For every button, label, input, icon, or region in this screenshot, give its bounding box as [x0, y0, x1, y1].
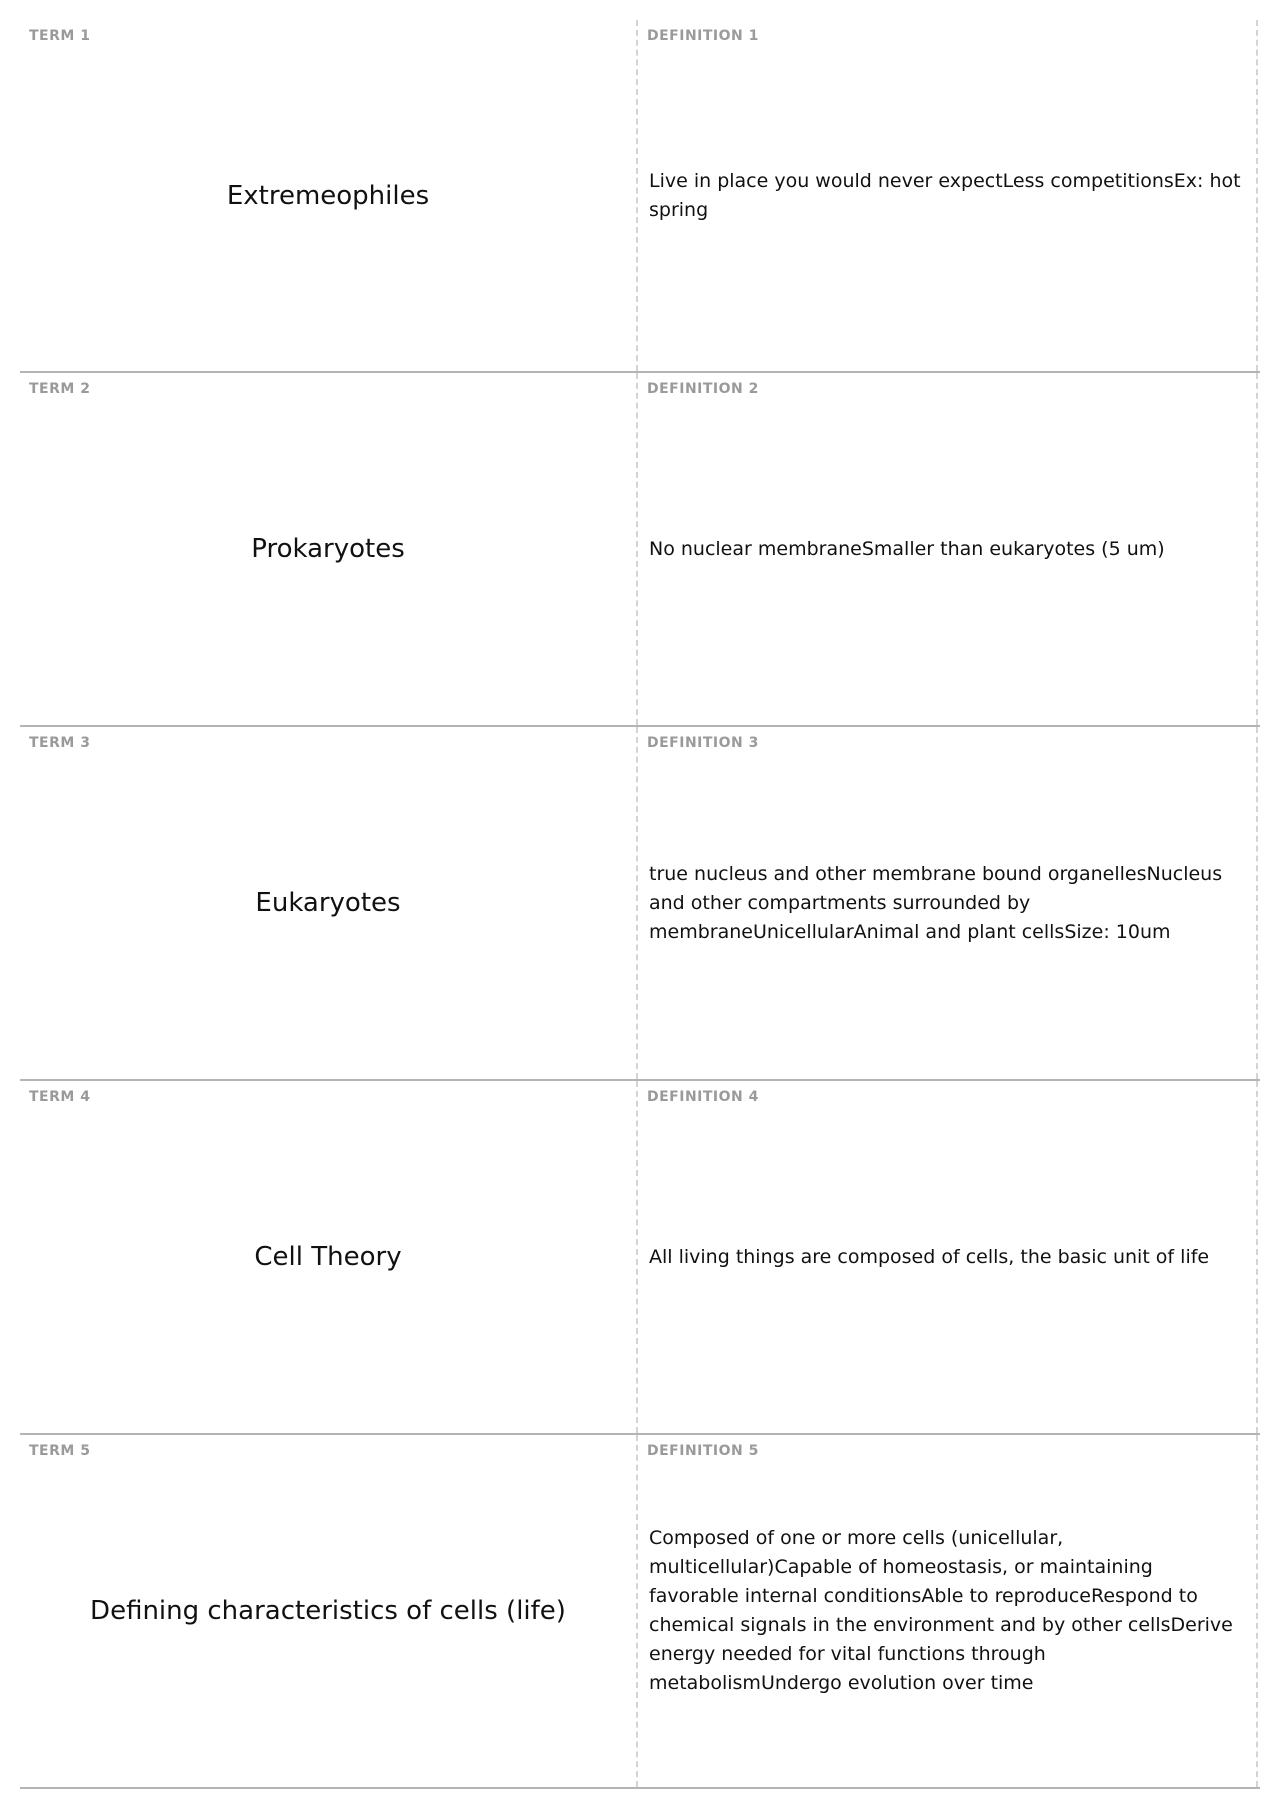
- term-cell: [20, 373, 638, 725]
- definition-cell: [638, 1081, 1258, 1433]
- term-text: Prokaryotes: [251, 534, 405, 564]
- definition-text-box: [649, 1435, 1242, 1787]
- term-cell: [20, 20, 638, 371]
- definition-cell: [638, 1435, 1258, 1787]
- definition-text: true nucleus and other membrane bound organellesNucleus and other compartments surrounded by membraneUnicellularAnimal and plant cellsSize: 10um: [649, 862, 1223, 943]
- flashcard-row-2: [20, 373, 1260, 727]
- definition-text: All living things are composed of cells, the basic unit of life: [649, 1245, 1210, 1268]
- definition-text-box: [649, 373, 1242, 725]
- definition-text-box: [649, 20, 1242, 371]
- definition-label: DEFINITION 3: [647, 735, 759, 751]
- flashcard-row-5: [20, 1435, 1260, 1789]
- definition-cell: [638, 20, 1258, 371]
- term-cell: [20, 727, 638, 1079]
- definition-text-box: [649, 1081, 1242, 1433]
- definition-text: No nuclear membraneSmaller than eukaryotes (5 um): [649, 537, 1165, 560]
- definition-label: DEFINITION 1: [647, 28, 759, 44]
- term-label: TERM 5: [29, 1443, 91, 1459]
- term-label: TERM 1: [29, 28, 91, 44]
- term-text: Cell Theory: [254, 1242, 402, 1272]
- term-label: TERM 2: [29, 381, 91, 397]
- definition-cell: [638, 373, 1258, 725]
- term-text: Extremeophiles: [226, 180, 430, 211]
- flashcard-sheet: [20, 20, 1260, 1789]
- definition-text: Composed of one or more cells (unicellular, multicellular)Capable of homeostasis, or maintaining favorable internal conditionsAble to reproduceRespond to chemical signals in the environment and by other cellsDerive energy needed for vital functions through metabolismUndergo evolution over time: [649, 1527, 1233, 1694]
- definition-label: DEFINITION 2: [647, 381, 759, 397]
- definition-label: DEFINITION 4: [647, 1089, 759, 1105]
- flashcard-row-4: [20, 1081, 1260, 1435]
- term-cell: [20, 1081, 638, 1433]
- definition-text-box: [649, 727, 1242, 1079]
- term-label: TERM 3: [29, 735, 91, 751]
- definition-cell: [638, 727, 1258, 1079]
- term-label: TERM 4: [29, 1089, 91, 1105]
- flashcard-row-1: [20, 20, 1260, 373]
- term-text: Eukaryotes: [255, 888, 401, 918]
- definition-text: Live in place you would never expectLess competitionsEx: hot spring: [649, 169, 1241, 221]
- term-cell: [20, 1435, 638, 1787]
- flashcard-row-3: [20, 727, 1260, 1081]
- term-text: Defining characteristics of cells (life): [90, 1596, 566, 1626]
- definition-label: DEFINITION 5: [647, 1443, 759, 1459]
